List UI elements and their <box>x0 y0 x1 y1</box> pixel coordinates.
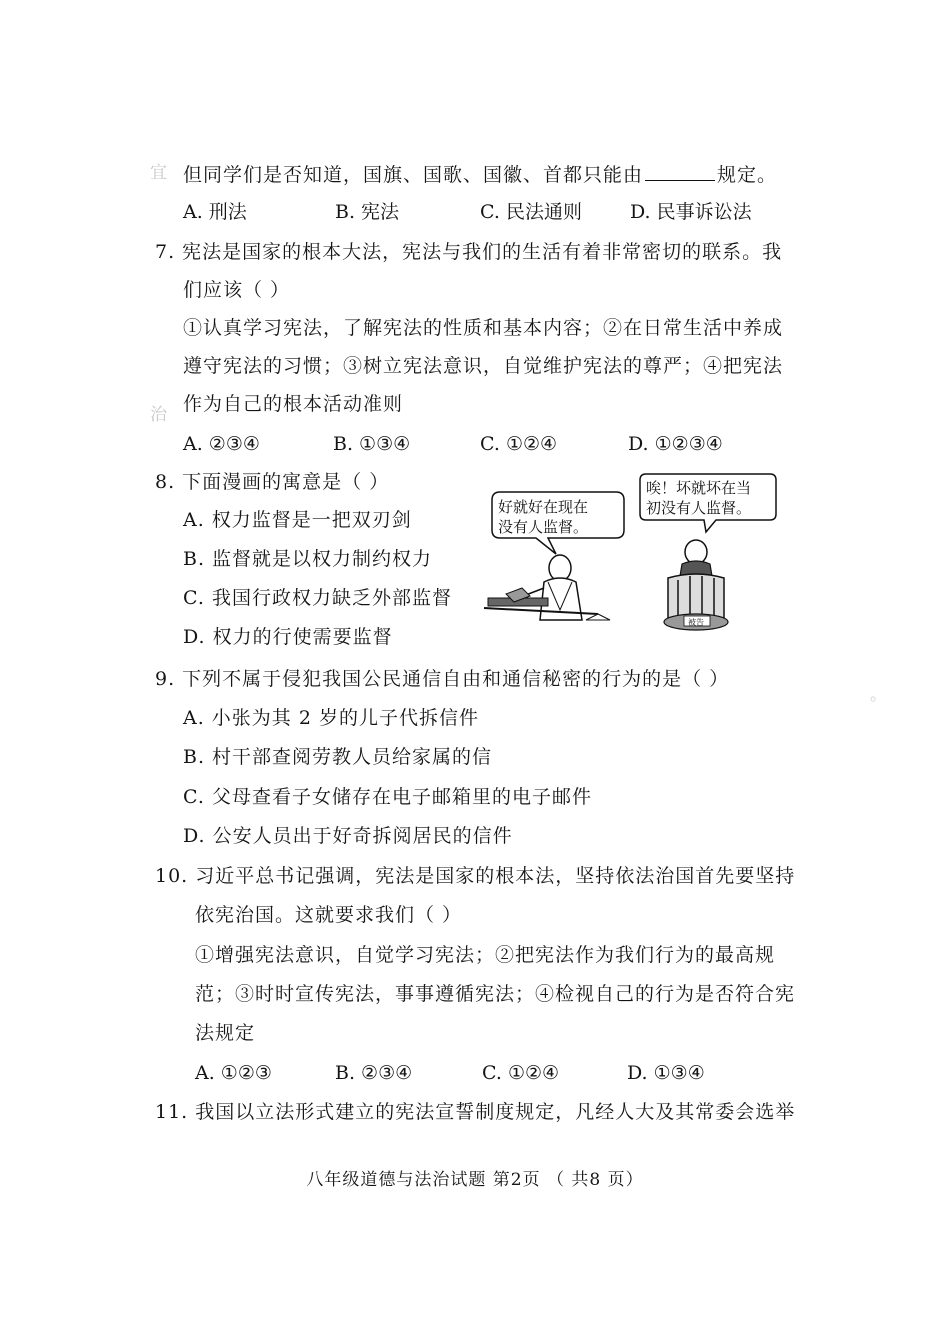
q6-line <box>183 162 777 187</box>
option-c: C. ①②④ <box>480 433 558 455</box>
option-b: B. ①③④ <box>333 433 411 455</box>
left-bubble-line2: 没有人监督。 <box>498 518 589 536</box>
q9-option-b: B. 村干部查阅劳教人员给家属的信 <box>183 746 493 768</box>
answer-blank <box>645 162 715 181</box>
right-bubble-line1: 唉！坏就坏在当 <box>646 479 752 497</box>
q9-stem: 9. 下列不属于侵犯我国公民通信自由和通信秘密的行为的是（ ） <box>155 668 730 690</box>
option-d: D. 民事诉讼法 <box>630 201 752 223</box>
option-a: A. 刑法 <box>183 201 247 223</box>
bleed-through-text: 治 <box>150 405 167 425</box>
option-d: D. ①③④ <box>627 1062 705 1084</box>
q8-option-d: D. 权力的行使需要监督 <box>183 626 393 648</box>
q6-text-end: 规定。 <box>717 164 778 186</box>
left-bubble-line1: 好就好在现在 <box>498 498 589 516</box>
option-a: A. ②③④ <box>183 433 260 455</box>
q8-option-b: B. 监督就是以权力制约权力 <box>183 548 433 570</box>
q7-statement: ①认真学习宪法，了解宪法的性质和基本内容；②在日常生活中养成 <box>183 317 784 339</box>
q8-option-a: A. 权力监督是一把双刃剑 <box>183 509 412 531</box>
q10-statement: 法规定 <box>195 1022 256 1044</box>
defendant-figure <box>664 540 728 630</box>
page-footer: 八年级道德与法治试题 第2页 （ 共8 页） <box>306 1170 644 1190</box>
q11-stem: 11. 我国以立法形式建立的宪法宣誓制度规定，凡经人大及其常委会选举 <box>155 1101 796 1123</box>
q9-option-d: D. 公安人员出于好奇拆阅居民的信件 <box>183 825 513 847</box>
bleed-through-text: 。 <box>870 685 887 705</box>
q7-stem: 们应该（ ） <box>183 279 291 301</box>
q9-option-c: C. 父母查看子女储存在电子邮箱里的电子邮件 <box>183 786 592 808</box>
option-d: D. ①②③④ <box>628 433 723 455</box>
q9-option-a: A. 小张为其 2 岁的儿子代拆信件 <box>183 707 479 729</box>
cartoon-illustration <box>478 470 778 640</box>
q7-statement: 作为自己的根本活动准则 <box>183 393 404 415</box>
official-figure <box>484 555 610 620</box>
q6-text: 但同学们是否知道，国旗、国歌、国徽、首都只能由 <box>183 164 644 186</box>
option-a: A. ①②③ <box>195 1062 272 1084</box>
q8-option-c: C. 我国行政权力缺乏外部监督 <box>183 587 452 609</box>
option-c: C. ①②④ <box>482 1062 560 1084</box>
q7-stem: 7. 宪法是国家的根本大法，宪法与我们的生活有着非常密切的联系。我 <box>155 241 783 263</box>
q10-statement: ①增强宪法意识，自觉学习宪法；②把宪法作为我们行为的最高规 <box>195 944 776 966</box>
q7-statement: 遵守宪法的习惯；③树立宪法意识，自觉维护宪法的尊严；④把宪法 <box>183 355 784 377</box>
dock-label: 被告 <box>688 618 704 627</box>
option-c: C. 民法通则 <box>480 201 582 223</box>
right-bubble-line2: 初没有人监督。 <box>646 499 752 517</box>
q8-stem: 8. 下面漫画的寓意是（ ） <box>155 471 390 493</box>
q10-statement: 范；③时时宣传宪法，事事遵循宪法；④检视自己的行为是否符合宪 <box>195 983 796 1005</box>
option-b: B. ②③④ <box>335 1062 413 1084</box>
option-b: B. 宪法 <box>335 201 400 223</box>
bleed-through-text: 宜 <box>150 163 167 183</box>
q10-stem: 依宪治国。这就要求我们（ ） <box>195 904 463 926</box>
q10-stem: 10. 习近平总书记强调，宪法是国家的根本法，坚持依法治国首先要坚持 <box>155 865 796 887</box>
